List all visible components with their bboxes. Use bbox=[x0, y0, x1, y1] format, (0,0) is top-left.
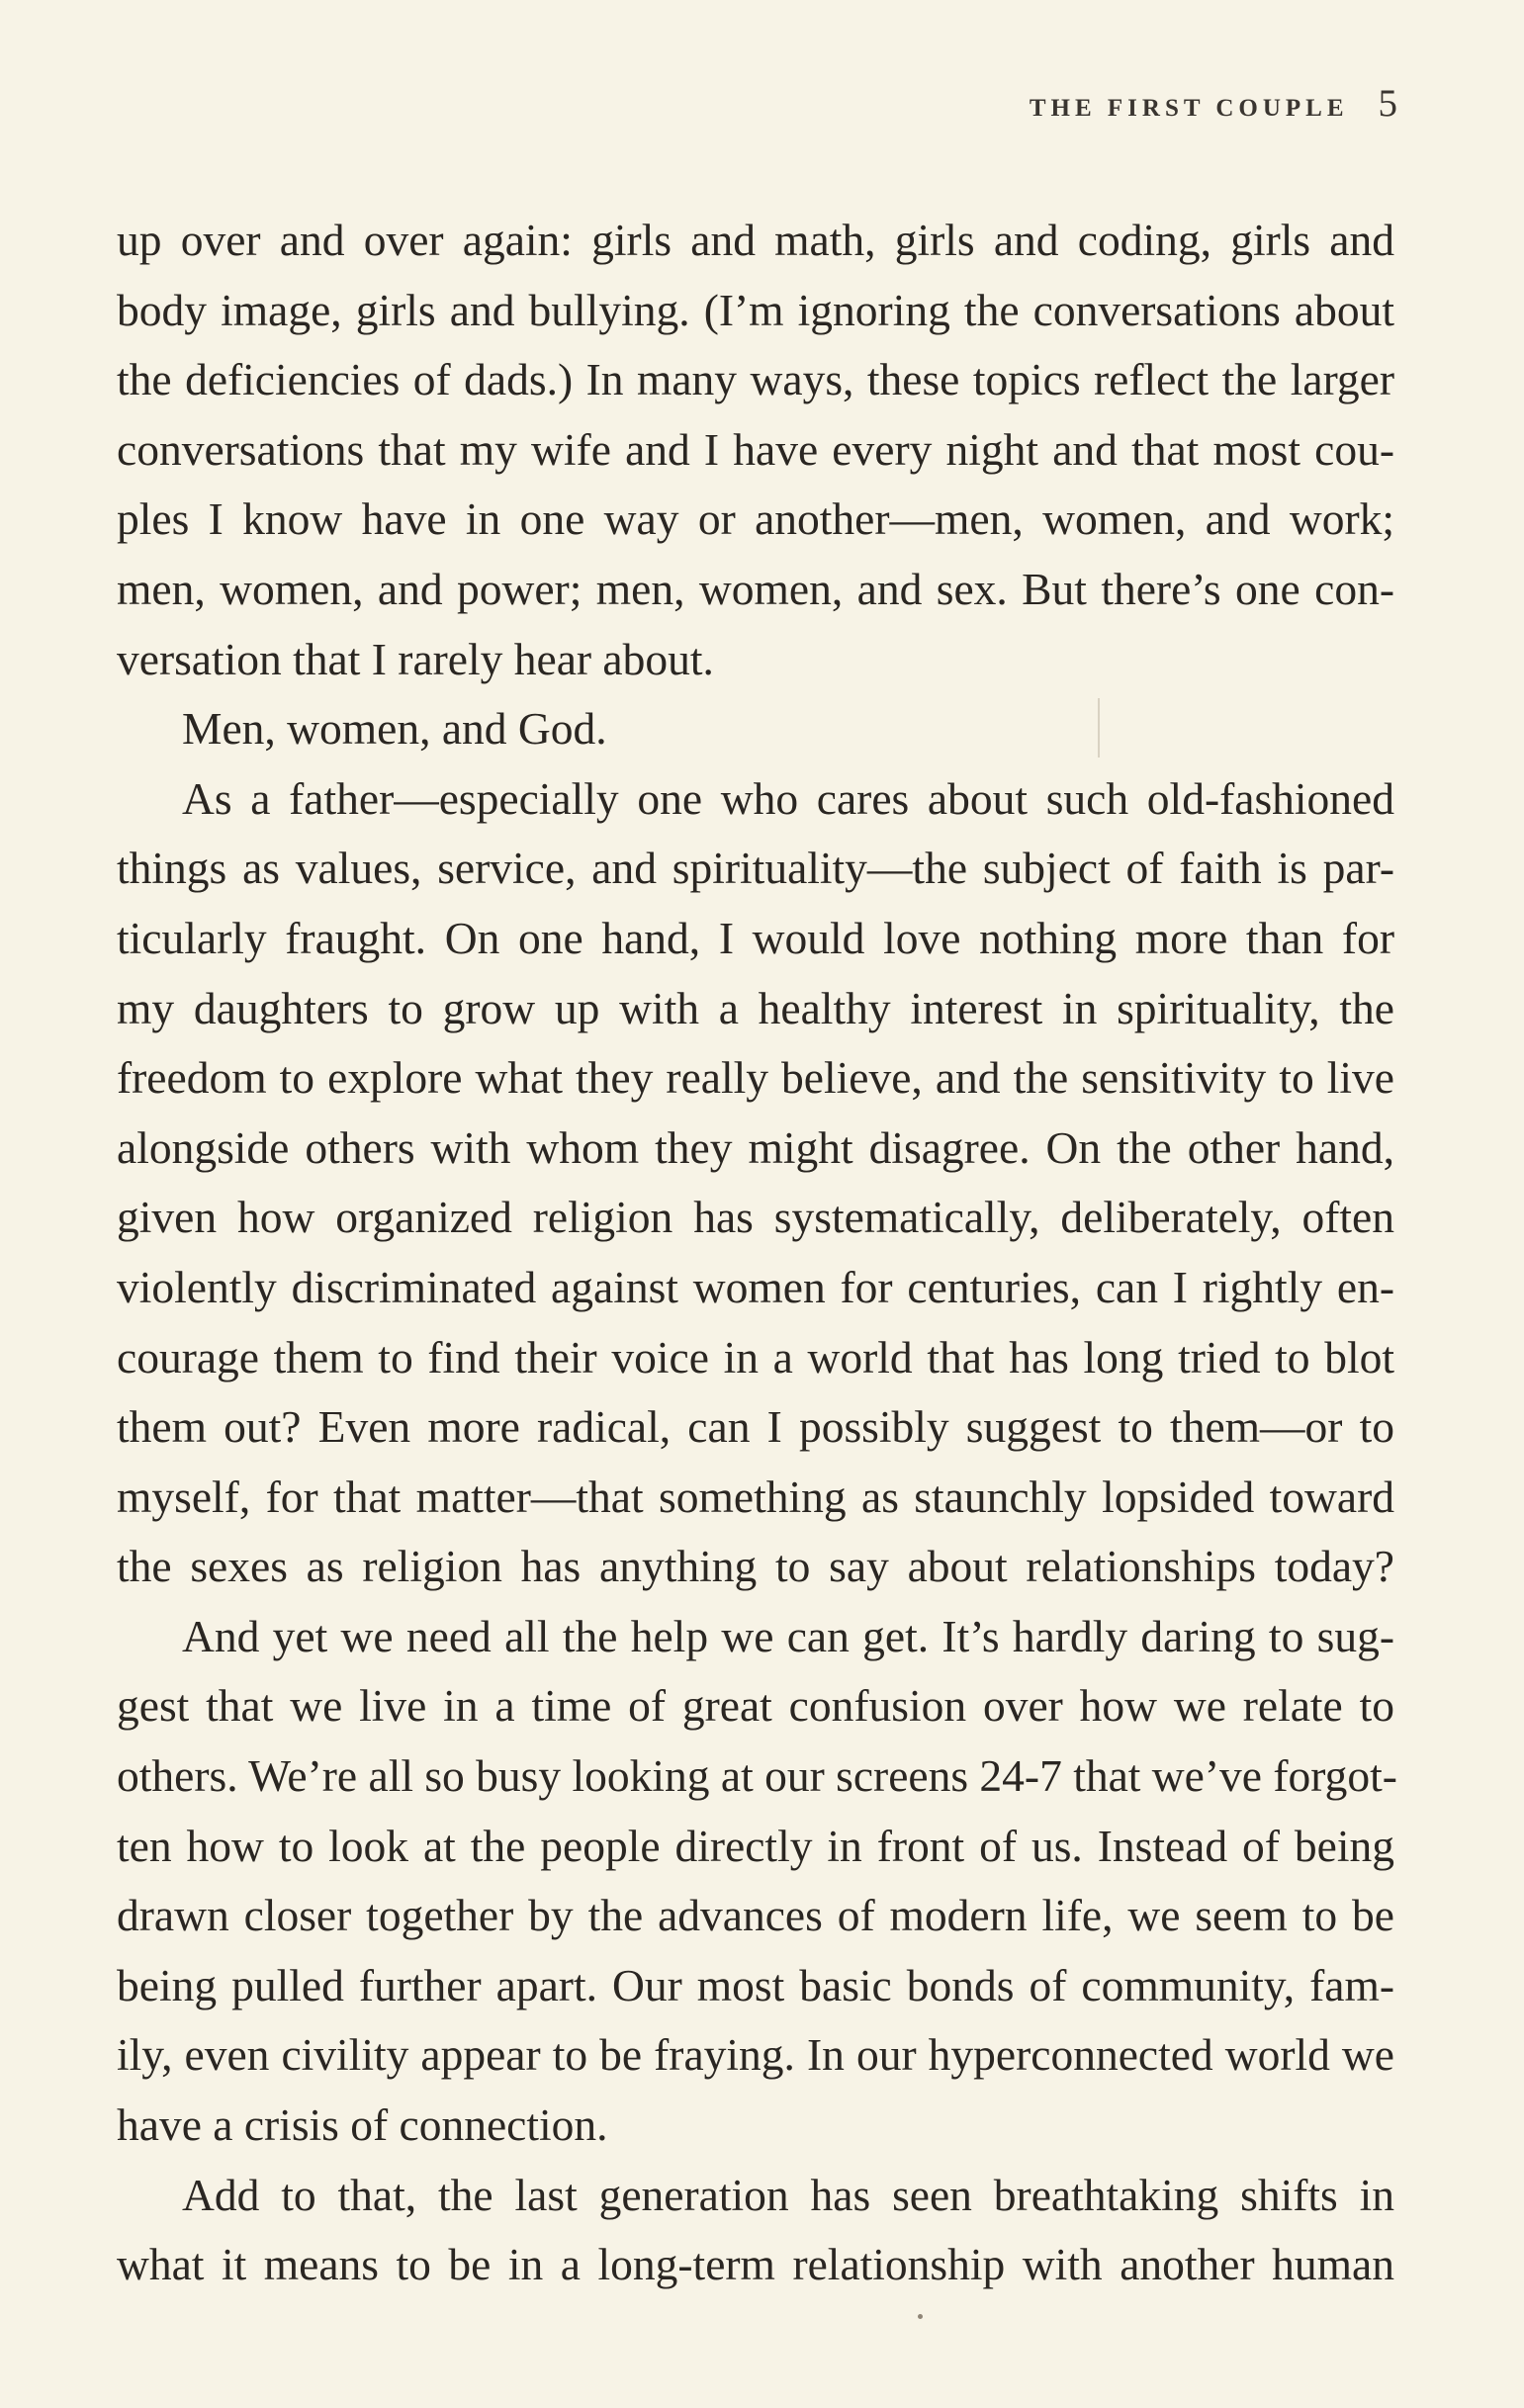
text-line: As a father—especially one who cares about such old-fashioned bbox=[182, 772, 1394, 824]
paper-crease bbox=[1098, 698, 1100, 758]
text-line: conversations that my wife and I have every night and that most cou- bbox=[117, 423, 1394, 475]
text-line: have a crisis of connection. bbox=[117, 2099, 608, 2151]
text-line: courage them to find their voice in a world that has long tried to blot bbox=[117, 1331, 1394, 1382]
text-line: freedom to explore what they really believe, and the sensitivity to live bbox=[117, 1052, 1394, 1104]
text-line: Add to that, the last generation has seen breathtaking shifts in bbox=[182, 2169, 1394, 2220]
text-line: what it means to be in a long-term relationship with another human bbox=[117, 2239, 1394, 2290]
text-line: up over and over again: girls and math, girls and coding, girls and bbox=[117, 215, 1394, 265]
text-line: ples I know have in one way or another—men, women, and work; bbox=[117, 493, 1394, 545]
text-line: given how organized religion has systematically, deliberately, often bbox=[117, 1192, 1394, 1243]
text-line: alongside others with whom they might disagree. On the other hand, bbox=[117, 1121, 1394, 1173]
text-line: things as values, service, and spirituality—the subject of faith is par- bbox=[117, 843, 1394, 894]
text-line: gest that we live in a time of great confusion over how we relate to bbox=[117, 1680, 1394, 1732]
text-line: violently discriminated against women for centuries, can I rightly en- bbox=[117, 1261, 1394, 1312]
body-text bbox=[117, 206, 1397, 2300]
text-line: versation that I rarely hear about. bbox=[117, 633, 714, 684]
running-title: THE FIRST COUPLE bbox=[1029, 95, 1349, 122]
text-line: the sexes as religion has anything to say about relationships today? bbox=[117, 1541, 1394, 1592]
text-line: Men, women, and God. bbox=[182, 703, 607, 755]
text-line: others. We’re all so busy looking at our screens 24-7 that we’ve forgot- bbox=[117, 1750, 1397, 1802]
text-line: ily, even civility appear to be fraying. In our hyperconnected world we bbox=[117, 2029, 1394, 2081]
text-line: the deficiencies of dads.) In many ways, these topics reflect the larger bbox=[117, 354, 1394, 405]
text-line: being pulled further apart. Our most basic bonds of community, fam- bbox=[117, 1959, 1394, 2010]
text-line: drawn closer together by the advances of modern life, we seem to be bbox=[117, 1890, 1394, 1941]
text-line: body image, girls and bullying. (I’m ignoring the conversations about bbox=[117, 284, 1394, 335]
running-head bbox=[1030, 81, 1397, 126]
text-line: men, women, and power; men, women, and sex. But there’s one con- bbox=[117, 563, 1394, 614]
text-line: myself, for that matter—that something as staunchly lopsided toward bbox=[117, 1471, 1394, 1522]
text-line: And yet we need all the help we can get. It’s hardly daring to sug- bbox=[182, 1610, 1394, 1661]
text-line: my daughters to grow up with a healthy interest in spirituality, the bbox=[117, 982, 1394, 1033]
paper-speck bbox=[918, 2314, 923, 2319]
text-line: them out? Even more radical, can I possibly suggest to them—or to bbox=[117, 1401, 1394, 1453]
text-line: ticularly fraught. On one hand, I would love nothing more than for bbox=[117, 912, 1394, 963]
page-number: 5 bbox=[1378, 82, 1397, 125]
text-line: ten how to look at the people directly in front of us. Instead of being bbox=[117, 1820, 1394, 1871]
